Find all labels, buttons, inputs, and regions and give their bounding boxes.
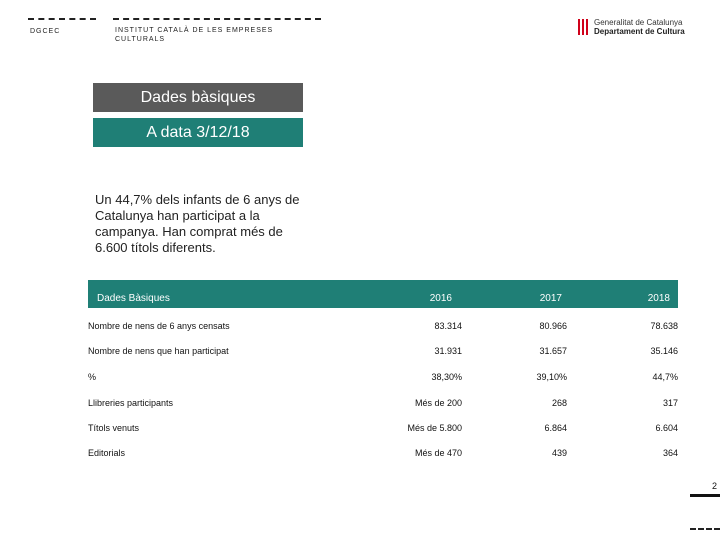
row-label: Editorials: [88, 448, 126, 458]
table-row: [88, 448, 678, 462]
row-value-2016: Més de 470: [414, 448, 462, 458]
row-value-2018: 6.604: [655, 423, 678, 433]
logo-line1: Generalitat de Catalunya: [594, 18, 683, 27]
generalitat-logo: [578, 18, 698, 40]
org-middle-line2: CULTURALS: [115, 36, 166, 43]
header-cell-label: Dades Bàsiques: [97, 293, 170, 304]
date-title: A data 3/12/18: [93, 118, 303, 147]
row-value-2018: 317: [662, 398, 678, 408]
header-cell-2017: 2017: [539, 293, 562, 304]
senyera-icon: [578, 19, 590, 35]
row-value-2016: 31.931: [434, 346, 462, 356]
row-value-2016: 38,30%: [431, 372, 462, 382]
header-cell-2018: 2018: [647, 293, 670, 304]
row-label: Nombre de nens que han participat: [88, 346, 229, 356]
row-value-2017: 80.966: [539, 321, 567, 331]
page-number: 2: [711, 481, 717, 491]
footer-dash-rule: [690, 528, 720, 530]
row-label: Nombre de nens de 6 anys censats: [88, 321, 230, 331]
row-value-2016: Més de 5.800: [407, 423, 462, 433]
footer-rule: [690, 494, 720, 497]
row-value-2017: 39,10%: [536, 372, 567, 382]
intro-paragraph: Un 44,7% dels infants de 6 anys de Catalunya han participat a la campanya. Han comprat més de 6.600 títols diferents.: [95, 192, 300, 255]
row-value-2016: Més de 200: [414, 398, 462, 408]
row-value-2017: 31.657: [539, 346, 567, 356]
row-value-2017: 268: [551, 398, 567, 408]
header-rule-left: [28, 18, 96, 20]
table-row: [88, 398, 678, 412]
row-value-2018: 78.638: [650, 321, 678, 331]
row-label: %: [88, 372, 97, 382]
row-value-2018: 35.146: [650, 346, 678, 356]
table-row: [88, 321, 678, 335]
header-cell-2016: 2016: [429, 293, 452, 304]
row-value-2016: 83.314: [434, 321, 462, 331]
org-left-label: DGCEC: [30, 28, 61, 35]
table-header: [88, 280, 678, 308]
row-value-2018: 364: [662, 448, 678, 458]
org-middle-label: [115, 26, 273, 44]
row-value-2018: 44,7%: [652, 372, 678, 382]
org-middle-line1: INSTITUT CATALÀ DE LES EMPRESES: [115, 27, 274, 34]
row-label: Títols venuts: [88, 423, 140, 433]
header-rule-middle: [113, 18, 321, 20]
table-row: [88, 346, 678, 360]
table-row: [88, 423, 678, 437]
row-label: Llibreries participants: [88, 398, 174, 408]
logo-text: [594, 18, 685, 36]
table-row: [88, 372, 678, 386]
page-title: Dades bàsiques: [93, 83, 303, 112]
logo-line2: Departament de Cultura: [594, 27, 685, 36]
row-value-2017: 439: [551, 448, 567, 458]
row-value-2017: 6.864: [544, 423, 567, 433]
